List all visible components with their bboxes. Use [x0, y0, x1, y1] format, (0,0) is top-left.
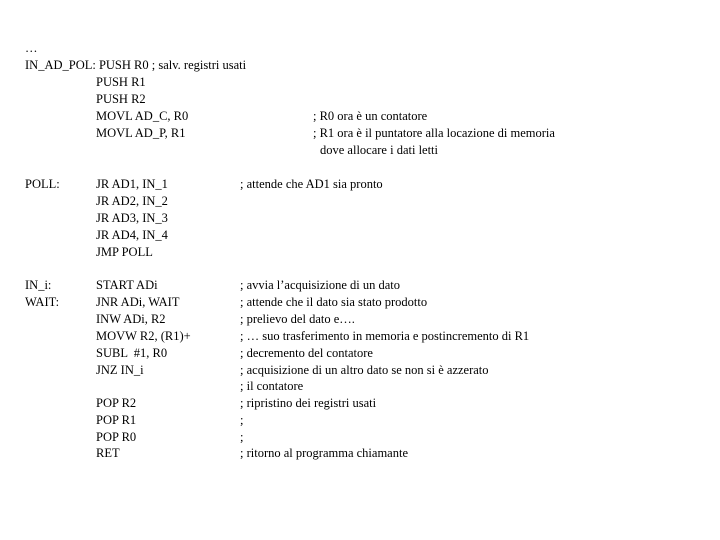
- instruction-line: JNR ADi, WAIT: [96, 295, 180, 309]
- instruction-line: JMP POLL: [96, 245, 153, 259]
- label-wait: WAIT:: [25, 295, 60, 309]
- instruction-line: POP R1: [96, 413, 137, 427]
- comment-line: ;: [240, 430, 244, 444]
- instruction-line: JR AD1, IN_1: [96, 177, 168, 191]
- comment-line: ; avvia l’acquisizione di un dato: [240, 278, 401, 292]
- comment-line: ; ritorno al programma chiamante: [240, 446, 408, 460]
- routine-entry-line: IN_AD_POL: PUSH R0 ; salv. registri usati: [25, 58, 247, 72]
- comment-line: ;: [240, 413, 244, 427]
- instruction-line: PUSH R2: [96, 92, 146, 106]
- instruction-line: JR AD4, IN_4: [96, 228, 168, 242]
- instruction-line: SUBL #1, R0: [96, 346, 168, 360]
- comment-line: ; attende che il dato sia stato prodotto: [240, 295, 428, 309]
- label-in-i: IN_i:: [25, 278, 52, 292]
- comment-line: ; prelievo del dato e….: [240, 312, 355, 326]
- ellipsis-text: …: [25, 41, 38, 55]
- comment-line: dove allocare i dati letti: [320, 143, 439, 157]
- comment-line: ; decremento del contatore: [240, 346, 373, 360]
- comment-line: ; attende che AD1 sia pronto: [240, 177, 383, 191]
- instruction-line: POP R2: [96, 396, 137, 410]
- instruction-line: MOVW R2, (R1)+: [96, 329, 191, 343]
- instruction-line: START ADi: [96, 278, 158, 292]
- instruction-line: MOVL AD_P, R1: [96, 126, 186, 140]
- comment-line: ; il contatore: [240, 379, 304, 393]
- instruction-line: JR AD3, IN_3: [96, 211, 168, 225]
- comment-line: ; … suo trasferimento in memoria e postincremento di R1: [240, 329, 530, 343]
- label-poll: POLL:: [25, 177, 60, 191]
- comment-line: ; R0 ora è un contatore: [313, 109, 428, 123]
- instruction-line: RET: [96, 446, 120, 460]
- instruction-line: POP R0: [96, 430, 137, 444]
- instruction-line: INW ADi, R2: [96, 312, 166, 326]
- instruction-line: JNZ IN_i: [96, 363, 144, 377]
- instruction-line: MOVL AD_C, R0: [96, 109, 189, 123]
- comment-line: ; acquisizione di un altro dato se non si è azzerato: [240, 363, 489, 377]
- instruction-line: PUSH R1: [96, 75, 146, 89]
- comment-line: ; ripristino dei registri usati: [240, 396, 377, 410]
- comment-line: ; R1 ora è il puntatore alla locazione di memoria: [313, 126, 555, 140]
- instruction-line: JR AD2, IN_2: [96, 194, 168, 208]
